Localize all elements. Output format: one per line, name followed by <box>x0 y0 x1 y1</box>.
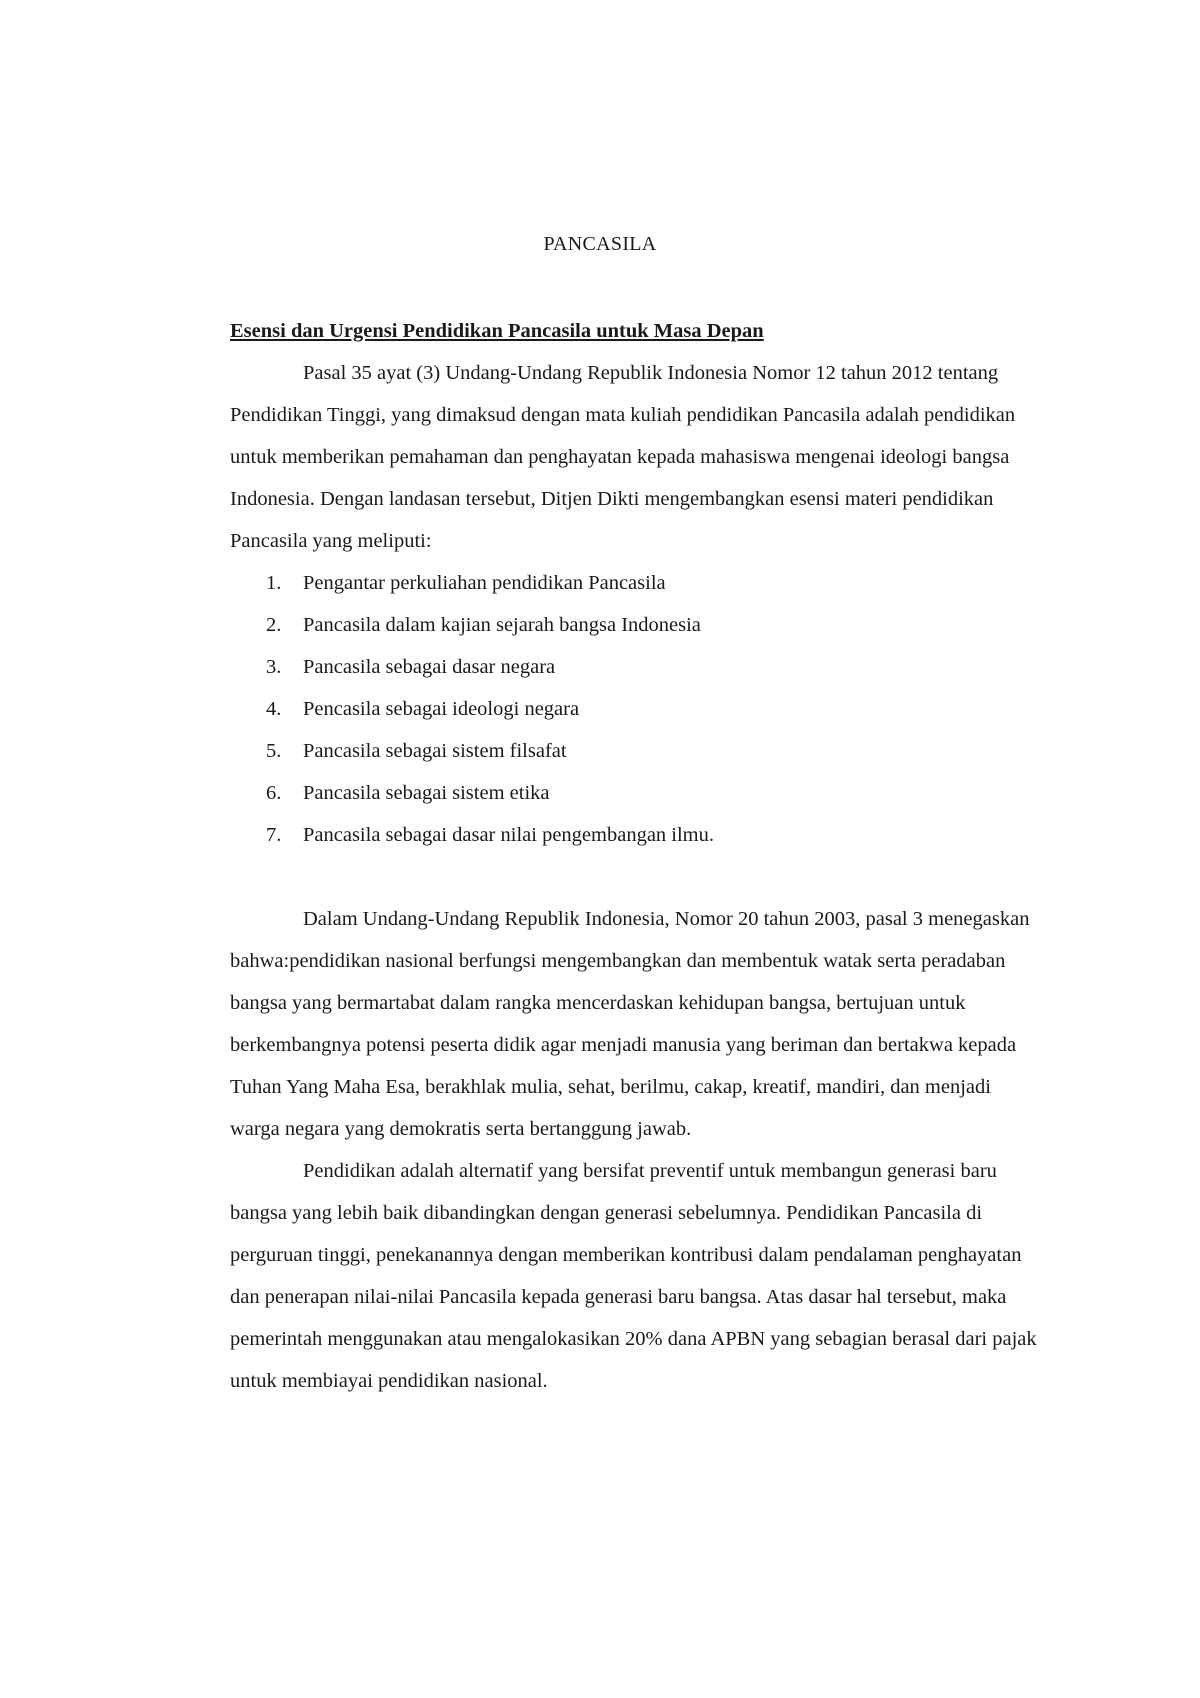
section-heading: Esensi dan Urgensi Pendidikan Pancasila untuk Masa Depan <box>230 320 764 342</box>
list-item <box>230 562 1040 604</box>
paragraph-3: Pendidikan adalah alternatif yang bersifat preventif untuk membangun generasi baru bangsa yang lebih baik dibandingkan dengan generasi sebelumnya. Pendidikan Pancasila di perguruan tinggi, penekanannya dengan memberikan kontribusi dalam pendalaman penghayatan dan penerapan nilai-nilai Pancasila kepada generasi baru bangsa. Atas dasar hal tersebut, maka pemerintah menggunakan atau mengalokasikan 20% dana APBN yang sebagian berasal dari pajak untuk membiayai pendidikan nasional. <box>230 1160 1037 1392</box>
list-item <box>230 646 1040 688</box>
list-item <box>230 604 1040 646</box>
list-item-text: Pancasila sebagai sistem etika <box>303 782 550 804</box>
list-item-text: Pancasila dalam kajian sejarah bangsa Indonesia <box>303 614 701 636</box>
list-item <box>230 688 1040 730</box>
paragraph-2: Dalam Undang-Undang Republik Indonesia, Nomor 20 tahun 2003, pasal 3 menegaskan bahwa:pendidikan nasional berfungsi mengembangkan dan membentuk watak serta peradaban bangsa yang bermartabat dalam rangka mencerdaskan kehidupan bangsa, bertujuan untuk berkembangnya potensi peserta didik agar menjadi manusia yang beriman dan bertakwa kepada Tuhan Yang Maha Esa, berakhlak mulia, sehat, berilmu, cakap, kreatif, mandiri, dan menjadi warga negara yang demokratis serta bertanggung jawab. <box>230 908 1030 1140</box>
blank-line <box>230 856 1040 898</box>
document-body <box>230 310 1040 1402</box>
list-item-text: Pancasila sebagai dasar nilai pengembangan ilmu. <box>303 824 715 846</box>
list-number: 7. <box>266 824 282 846</box>
paragraph-1: Pasal 35 ayat (3) Undang-Undang Republik Indonesia Nomor 12 tahun 2012 tentang Pendidikan Tinggi, yang dimaksud dengan mata kuliah pendidikan Pancasila adalah pendidikan untuk memberikan pemahaman dan penghayatan kepada mahasiswa mengenai ideologi bangsa Indonesia. Dengan landasan tersebut, Ditjen Dikti mengembangkan esensi materi pendidikan Pancasila yang meliputi: <box>230 362 1016 552</box>
esensi-list <box>230 562 1040 856</box>
list-item <box>230 730 1040 772</box>
list-item <box>230 814 1040 856</box>
list-item-text: Pengantar perkuliahan pendidikan Pancasila <box>303 572 666 594</box>
document-title: PANCASILA <box>543 233 657 255</box>
list-item-text: Pancasila sebagai dasar negara <box>303 656 556 678</box>
list-item-text: Pencasila sebagai ideologi negara <box>303 698 580 720</box>
list-number: 4. <box>266 698 282 720</box>
list-number: 3. <box>266 656 282 678</box>
list-number: 6. <box>266 782 282 804</box>
list-number: 1. <box>266 572 282 594</box>
list-item <box>230 772 1040 814</box>
list-number: 2. <box>266 614 282 636</box>
list-number: 5. <box>266 740 282 762</box>
list-item-text: Pancasila sebagai sistem filsafat <box>303 740 567 762</box>
